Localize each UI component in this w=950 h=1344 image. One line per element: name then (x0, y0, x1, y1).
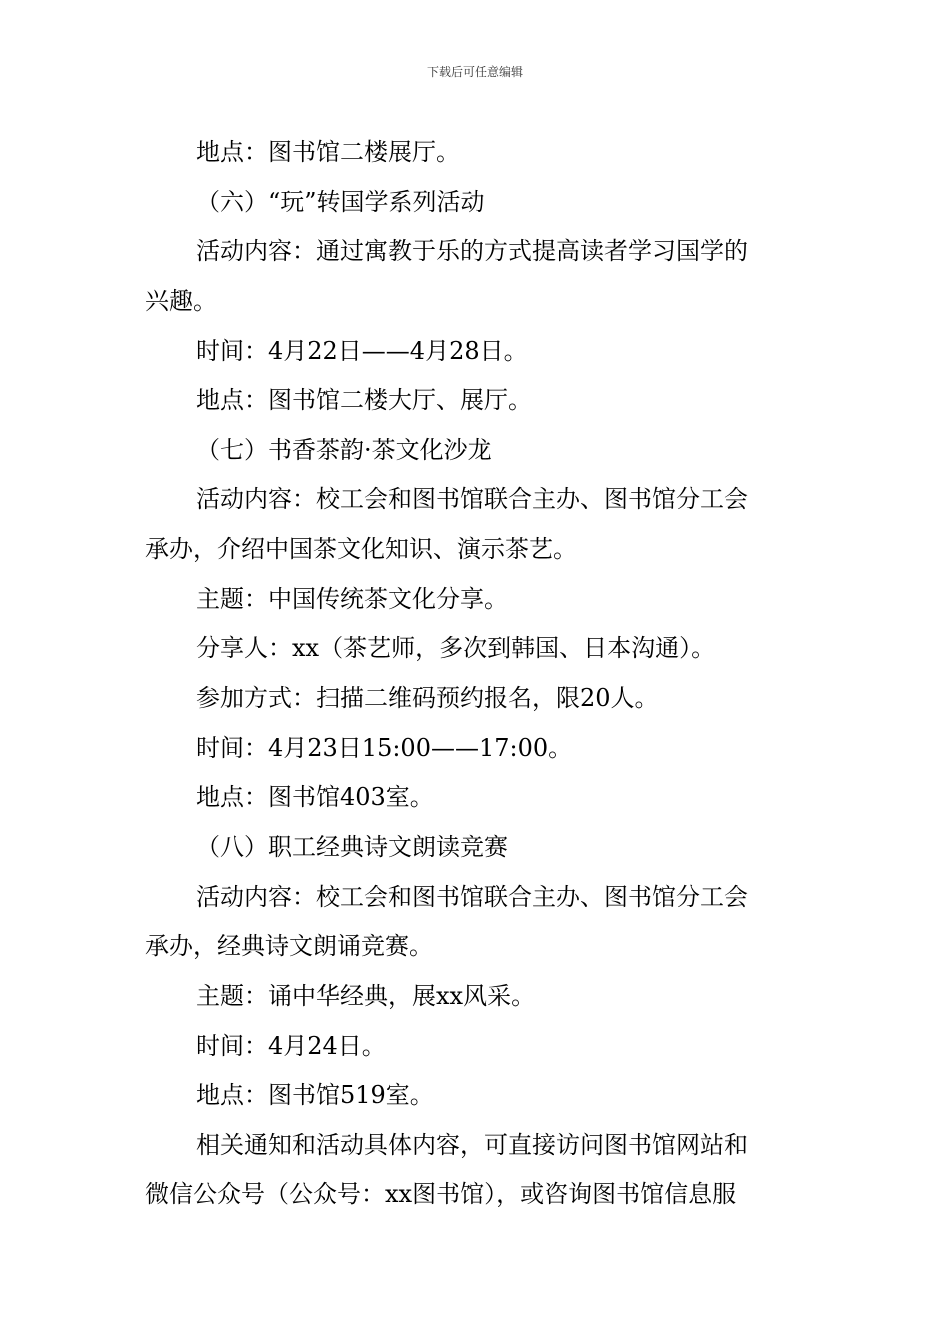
paragraph-line: 主题：中国传统茶文化分享。 (196, 584, 508, 613)
paragraph-line: 活动内容：校工会和图书馆联合主办、图书馆分工会 (196, 485, 748, 514)
section-heading: （六）“玩”转国学系列活动 (196, 187, 485, 216)
paragraph-line: 活动内容：校工会和图书馆联合主办、图书馆分工会 (196, 882, 748, 911)
paragraph-line: 时间：4月23日15:00——17:00。 (196, 733, 573, 762)
paragraph-line: 兴趣。 (145, 286, 217, 315)
paragraph-line: 时间：4月24日。 (196, 1031, 386, 1060)
paragraph-line: 承办，介绍中国茶文化知识、演示茶艺。 (145, 535, 577, 564)
page-header: 下载后可任意编辑 (426, 65, 523, 79)
paragraph-line: 微信公众号（公众号：xx图书馆），或咨询图书馆信息服 (145, 1180, 737, 1209)
paragraph-line: 参加方式：扫描二维码预约报名，限20人。 (196, 684, 659, 713)
paragraph-line: 时间：4月22日——4月28日。 (196, 336, 528, 365)
section-heading: （八）职工经典诗文朗读竞赛 (196, 832, 508, 861)
paragraph-line: 活动内容：通过寓教于乐的方式提高读者学习国学的 (196, 237, 748, 266)
paragraph-line: 相关通知和活动具体内容，可直接访问图书馆网站和 (196, 1130, 748, 1159)
document-body (145, 128, 810, 1220)
paragraph-line: 地点：图书馆519室。 (196, 1081, 434, 1110)
section-heading: （七）书香茶韵·茶文化沙龙 (196, 435, 492, 464)
paragraph-line: 承办，经典诗文朗诵竞赛。 (145, 932, 433, 961)
paragraph-line: 地点：图书馆二楼大厅、展厅。 (196, 386, 532, 415)
paragraph-line: 主题：诵中华经典，展xx风采。 (196, 981, 536, 1010)
paragraph-line: 地点：图书馆二楼展厅。 (196, 138, 460, 166)
paragraph-line: 地点：图书馆403室。 (196, 783, 434, 812)
paragraph-line: 分享人：xx（茶艺师，多次到韩国、日本沟通）。 (196, 634, 716, 663)
